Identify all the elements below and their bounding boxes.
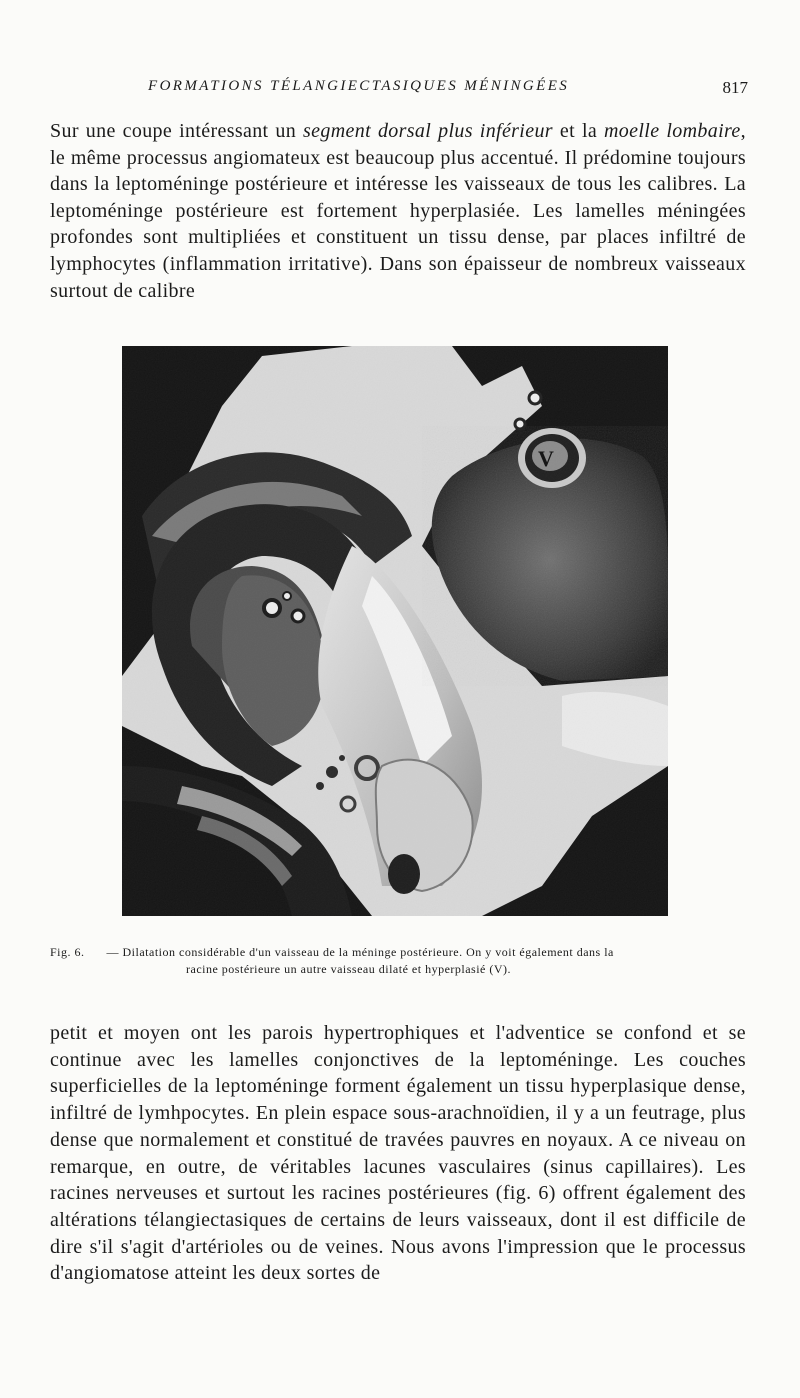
figure-micrograph [122, 346, 668, 916]
emphasis-moelle: moelle lombaire [604, 120, 741, 142]
figure-caption [50, 944, 770, 978]
emphasis-segment: segment dorsal plus inférieur [303, 120, 553, 142]
page-number: 817 [722, 78, 748, 97]
vessel-label: V [538, 446, 554, 471]
caption-label: Fig. 6. [50, 945, 85, 959]
running-head: FORMATIONS TÉLANGIECTASIQUES MÉNINGÉES [148, 78, 570, 94]
micrograph-illustration [122, 346, 668, 916]
page-header [148, 78, 748, 102]
paragraph-1-text: Sur une coupe intéressant un [50, 120, 304, 142]
caption-text: racine postérieure un autre vaisseau dilaté et hyperplasié (V). [186, 962, 512, 976]
paragraph-2: petit et moyen ont les parois hypertrophiques et l'adventice se confond et se continue avec les lamelles conjonctives de la leptoméninge. Les couches superficielles de la leptoméninge forment également un tissu hyperplasique dense, infiltré de lymhpocytes. En plein espace sous-arachnoïdien, il y a un feutrage, plus dense que normalement et constitué de travées pauvres en noyaux. A ce niveau on remarque, en outre, de véritables lacunes vasculaires (sinus capillaires). Les racines nerveuses et surtout les racines postérieures (fig. 6) offrent également des altérations télangiectasiques de certains de leurs vaisseaux, dont il est difficile de dire s'il s'agit d'artérioles ou de veines. Nous avons l'impression que le processus d'angiomatose atteint les deux sortes de [50, 1022, 746, 1285]
paragraph-1-text: , le même processus angiomateux est beaucoup plus accentué. Il prédomine toujours dans la leptoméninge postérieure et intéresse les vaisseaux de tous les calibres. La leptoméninge postérieure est fortement hyperplasiée. Les lamelles méningées profondes sont multipliées et constituent un tissu dense, par places infiltré de lymphocytes (inflammation irritative). Dans son épaisseur de nombreux vaisseaux surtout de calibre [50, 120, 746, 302]
caption-text: — Dilatation considérable d'un vaisseau de la méninge postérieure. On y voit également dans la [106, 945, 614, 959]
paragraph-1 [50, 118, 746, 304]
paragraph-1-text: et la [552, 120, 605, 142]
